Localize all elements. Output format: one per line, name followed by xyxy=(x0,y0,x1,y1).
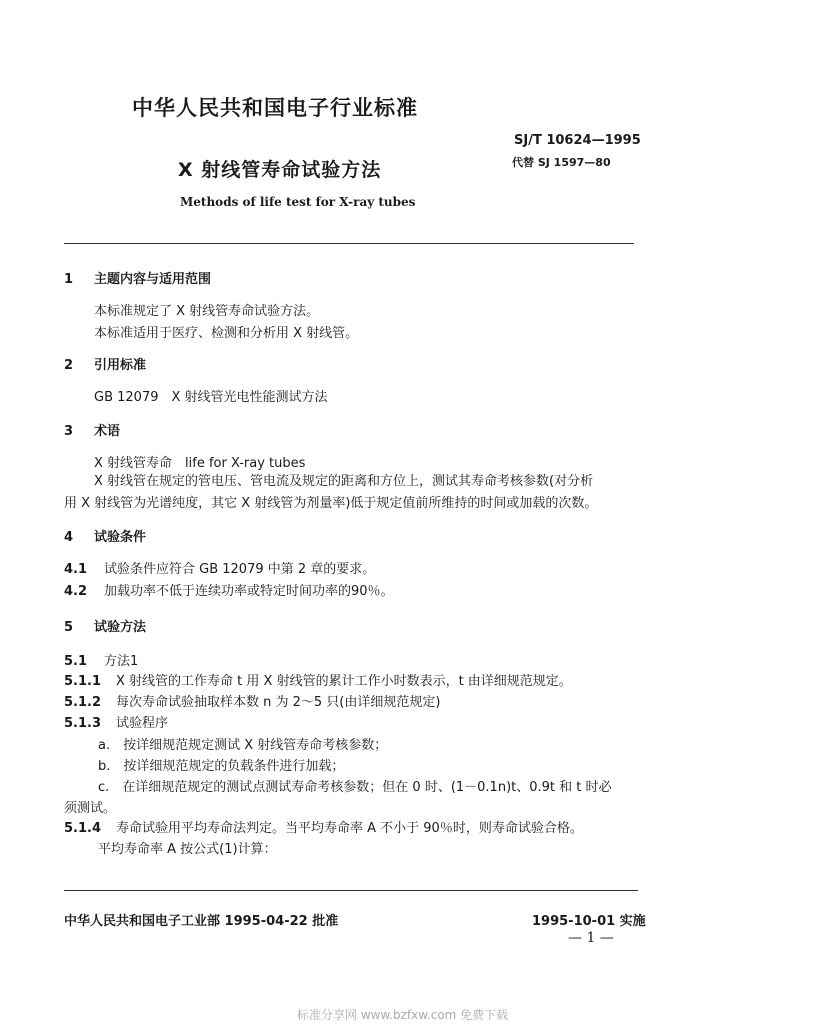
replaces-standard: 代替 SJ 1597—80 xyxy=(512,156,611,169)
formula-intro: 平均寿命率 A 按公式(1)计算： xyxy=(98,842,277,857)
procedure-step-c: c. 在详细规范规定的测试点测试寿命考核参数；但在 0 时、(1－0.1n)t、0.9t 和 t 时必 xyxy=(98,780,612,795)
term-definition: X 射线管在规定的管电压、管电流及规定的距离和方位上，测试其寿命考核参数(对分析 xyxy=(94,474,594,489)
clause-text: X 射线管的工作寿命 t 用 X 射线管的累计工作小时数表示，t 由详细规范规定。 xyxy=(116,674,572,689)
footer-divider xyxy=(64,890,638,891)
section-number: 3 xyxy=(64,424,74,439)
clause-5-1-1 xyxy=(64,670,572,689)
section-4-heading xyxy=(64,526,146,545)
section-number: 5 xyxy=(64,620,74,635)
term-definition: 用 X 射线管为光谱纯度，其它 X 射线管为剂量率)低于规定值前所维持的时间或加载的次数。 xyxy=(64,496,598,511)
procedure-step-a: a. 按详细规范规定测试 X 射线管寿命考核参数； xyxy=(98,738,388,753)
section-title: 试验方法 xyxy=(94,620,147,635)
clause-text: 每次寿命试验抽取样本数 n 为 2～5 只(由详细规范规定) xyxy=(116,695,441,710)
clause-text: 试验程序 xyxy=(116,716,169,731)
clause-number: 5.1.3 xyxy=(64,716,102,731)
clause-number: 5.1.4 xyxy=(64,821,102,836)
clause-number: 5.1 xyxy=(64,654,88,669)
clause-5-1-3 xyxy=(64,712,168,731)
clause-number: 4.2 xyxy=(64,584,88,599)
section-title: 试验条件 xyxy=(94,530,147,545)
clause-5-1 xyxy=(64,650,138,669)
document-title: X 射线管寿命试验方法 xyxy=(178,159,382,181)
clause-number: 4.1 xyxy=(64,562,88,577)
section-title: 主题内容与适用范围 xyxy=(94,272,212,287)
section-title: 术语 xyxy=(94,424,121,439)
section-title: 引用标准 xyxy=(94,358,147,373)
procedure-step-b: b. 按详细规范规定的负载条件进行加载； xyxy=(98,759,345,774)
standard-number: SJ/T 10624—1995 xyxy=(514,133,641,148)
paragraph: 本标准适用于医疗、检测和分析用 X 射线管。 xyxy=(94,326,359,341)
paragraph: 本标准规定了 X 射线管寿命试验方法。 xyxy=(94,304,320,319)
clause-4-1 xyxy=(64,558,375,577)
approval-note: 中华人民共和国电子工业部 1995-04-22 批准 xyxy=(64,914,339,929)
clause-number: 5.1.2 xyxy=(64,695,102,710)
section-3-heading xyxy=(64,420,120,439)
clause-text: 寿命试验用平均寿命法判定。当平均寿命率 A 不小于 90％时，则寿命试验合格。 xyxy=(116,821,583,836)
clause-4-2 xyxy=(64,580,394,599)
header-divider xyxy=(64,243,634,244)
clause-text: 方法1 xyxy=(104,654,139,669)
section-2-heading xyxy=(64,354,146,373)
document-title-english: Methods of life test for X-ray tubes xyxy=(180,195,416,209)
section-number: 1 xyxy=(64,272,74,287)
watermark: 标准分享网 www.bzfxw.com 免费下载 xyxy=(297,1008,509,1022)
clause-number: 5.1.1 xyxy=(64,674,102,689)
clause-5-1-2 xyxy=(64,691,440,710)
clause-text: 试验条件应符合 GB 12079 中第 2 章的要求。 xyxy=(104,562,376,577)
industry-standard-heading: 中华人民共和国电子行业标准 xyxy=(132,96,418,120)
section-5-heading xyxy=(64,616,146,635)
section-number: 4 xyxy=(64,530,74,545)
clause-5-1-4 xyxy=(64,817,583,836)
reference-standard: GB 12079 X 射线管光电性能测试方法 xyxy=(94,390,328,405)
clause-text: 加载功率不低于连续功率或特定时间功率的90％。 xyxy=(104,584,394,599)
procedure-step-c-cont: 须测试。 xyxy=(64,801,117,816)
term-entry: X 射线管寿命 life for X-ray tubes xyxy=(94,456,306,471)
section-number: 2 xyxy=(64,358,74,373)
page-number: — 1 — xyxy=(568,930,614,946)
section-1-heading xyxy=(64,268,211,287)
effective-date: 1995-10-01 实施 xyxy=(532,914,646,929)
